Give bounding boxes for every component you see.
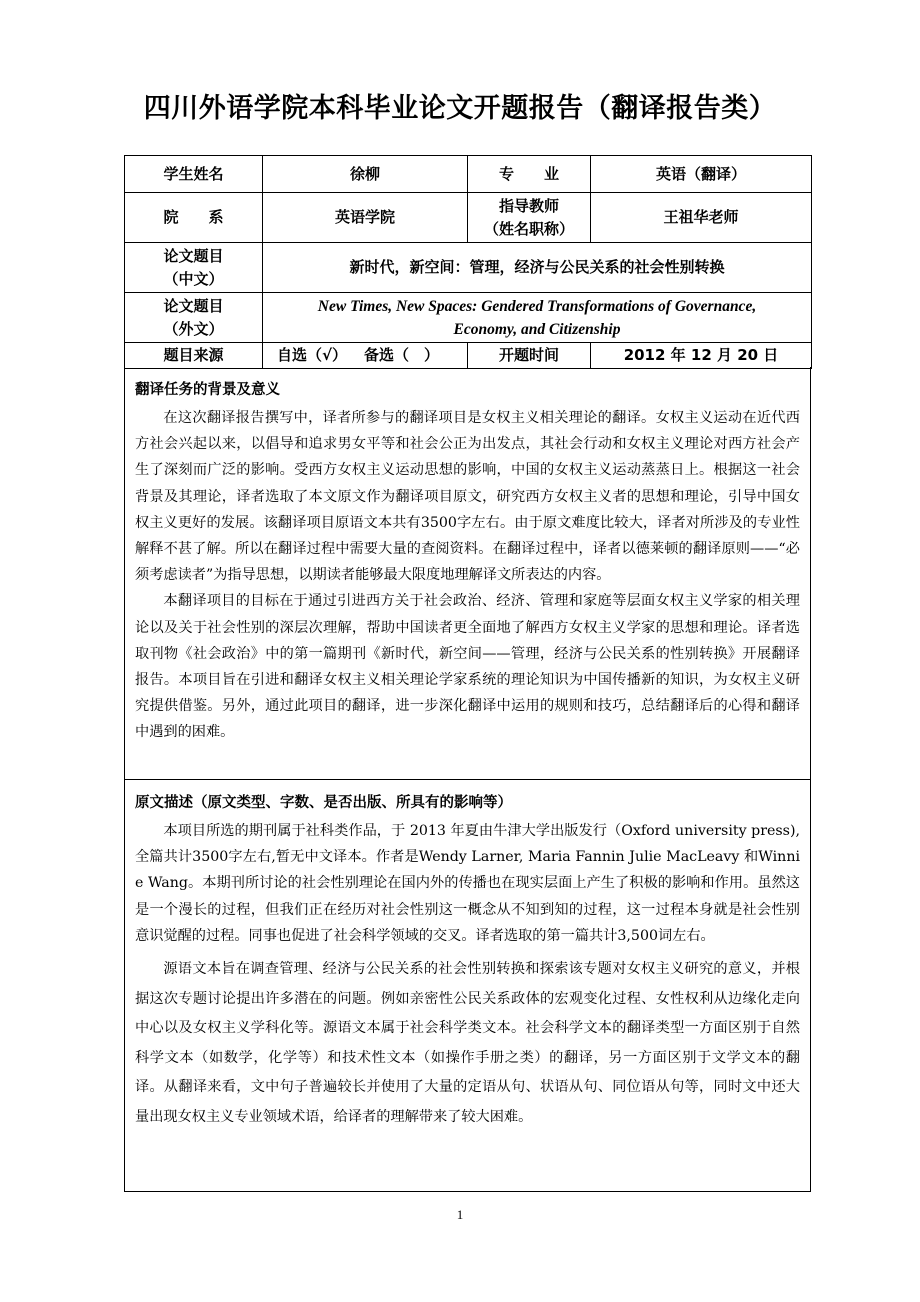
- title-cn-label: [125, 243, 263, 293]
- page-title: 四川外语学院本科毕业论文开题报告（翻译报告类）: [143, 93, 777, 124]
- title-en-label-line2: （外文）: [163, 319, 224, 338]
- advisor-label-line1: 指导教师: [498, 196, 559, 215]
- advisor-value: 王祖华老师: [591, 193, 812, 243]
- student-name-label: 学生姓名: [125, 156, 263, 193]
- department-value: 英语学院: [263, 193, 468, 243]
- table-row: [125, 343, 812, 369]
- major-value: 英语（翻译）: [591, 156, 812, 193]
- source-heading: 原文描述（原文类型、字数、是否出版、所具有的影响等）: [135, 795, 512, 811]
- major-label: 专 业: [468, 156, 591, 193]
- student-name-value: 徐柳: [263, 156, 468, 193]
- department-label: 院 系: [125, 193, 263, 243]
- title-cn-label-line2: （中文）: [163, 269, 224, 288]
- source-alt-option: 备选（ ）: [363, 346, 439, 364]
- source-paragraph: 本项目所选的期刊属于社科类作品，于 2013 年夏由牛津大学出版发行（Oxford university press),全篇共计3500字左右,暂无中文译本。作者是Wendy Larner, Maria Fannin Julie MacLeavy 和Winnie Wang。本期刊所讨论的社会性别理论在国内外的传播也在现实层面上产生了积极的影响和作用。虽然这是一个漫长的过程，但我们正在经历对社会性别这一概念从不知到知的过程，这一过程本身就是社会性别意识觉醒的过程。同事也促进了社会科学领域的交叉。译者选取的第一篇共计3,500词左右。: [135, 823, 800, 944]
- title-en-label-line1: 论文题目: [163, 296, 224, 315]
- advisor-label-line2: （姓名职称）: [483, 219, 574, 238]
- source-self-option: 自选（√）: [277, 346, 348, 364]
- source-section: [124, 780, 811, 1192]
- info-table: [124, 155, 812, 369]
- background-paragraph: 本翻译项目的目标在于通过引进西方关于社会政治、经济、管理和家庭等层面女权主义学家的相关理论以及关于社会性别的深层次理解，帮助中国读者更全面地了解西方女权主义学家的思想和理论。译者选取刊物《社会政治》中的第一篇期刊《新时代，新空间——管理，经济与公民关系的性别转换》开展翻译报告。本项目旨在引进和翻译女权主义相关理论学家系统的理论知识为中国传播新的知识，为女权主义研究提供借鉴。另外，通过此项目的翻译，进一步深化翻译中运用的规则和技巧，总结翻译后的心得和翻译中遇到的困难。: [135, 593, 800, 741]
- advisor-label: [468, 193, 591, 243]
- source-label: 题目来源: [125, 343, 263, 369]
- date-value: 2012 年 12 月 20 日: [591, 343, 812, 369]
- title-en-label: [125, 293, 263, 343]
- table-row: [125, 193, 812, 243]
- title-en-value: [263, 293, 812, 343]
- table-row: [125, 156, 812, 193]
- source-paragraph: 源语文本旨在调查管理、经济与公民关系的社会性别转换和探索该专题对女权主义研究的意义，并根据这次专题讨论提出许多潜在的问题。例如亲密性公民关系政体的宏观变化过程、女性权利从边缘化走向中心以及女权主义学科化等。源语文本属于社会科学类文本。社会科学文本的翻译类型一方面区别于自然科学文本（如数学，化学等）和技术性文本（如操作手册之类）的翻译，另一方面区别于文学文本的翻译。从翻译来看，文中句子普遍较长并使用了大量的定语从句、状语从句、同位语从句等，同时文中还大量出现女权主义专业领域术语，给译者的理解带来了较大困难。: [135, 961, 800, 1125]
- date-label: 开题时间: [468, 343, 591, 369]
- background-section: [124, 367, 811, 780]
- table-row: [125, 243, 812, 293]
- table-row: [125, 293, 812, 343]
- title-cn-value: 新时代，新空间：管理，经济与公民关系的社会性别转换: [263, 243, 812, 293]
- background-paragraph: 在这次翻译报告撰写中，译者所参与的翻译项目是女权主义相关理论的翻译。女权主义运动在近代西方社会兴起以来，以倡导和追求男女平等和社会公正为出发点，其社会行动和女权主义理论对西方社会产生了深刻而广泛的影响。受西方女权主义运动思想的影响，中国的女权主义运动蒸蒸日上。根据这一社会背景及其理论，译者选取了本文原文作为翻译项目原文，研究西方女权主义者的思想和理论，引导中国女权主义更好的发展。该翻译项目原语文本共有3500字左右。由于原文难度比较大，译者对所涉及的专业性解释不甚了解。所以在翻译过程中需要大量的查阅资料。在翻译过程中，译者以德莱顿的翻译原则——“必须考虑读者”为指导思想，以期读者能够最大限度地理解译文所表达的内容。: [135, 410, 800, 584]
- title-cn-label-line1: 论文题目: [163, 246, 224, 265]
- source-options: [263, 343, 468, 369]
- background-heading: 翻译任务的背景及意义: [135, 382, 280, 398]
- title-en-line1: New Times, New Spaces: Gendered Transformations of Governance,: [317, 297, 757, 315]
- title-en-line2: Economy, and Citizenship: [453, 320, 621, 338]
- page-number: 1: [456, 1207, 464, 1222]
